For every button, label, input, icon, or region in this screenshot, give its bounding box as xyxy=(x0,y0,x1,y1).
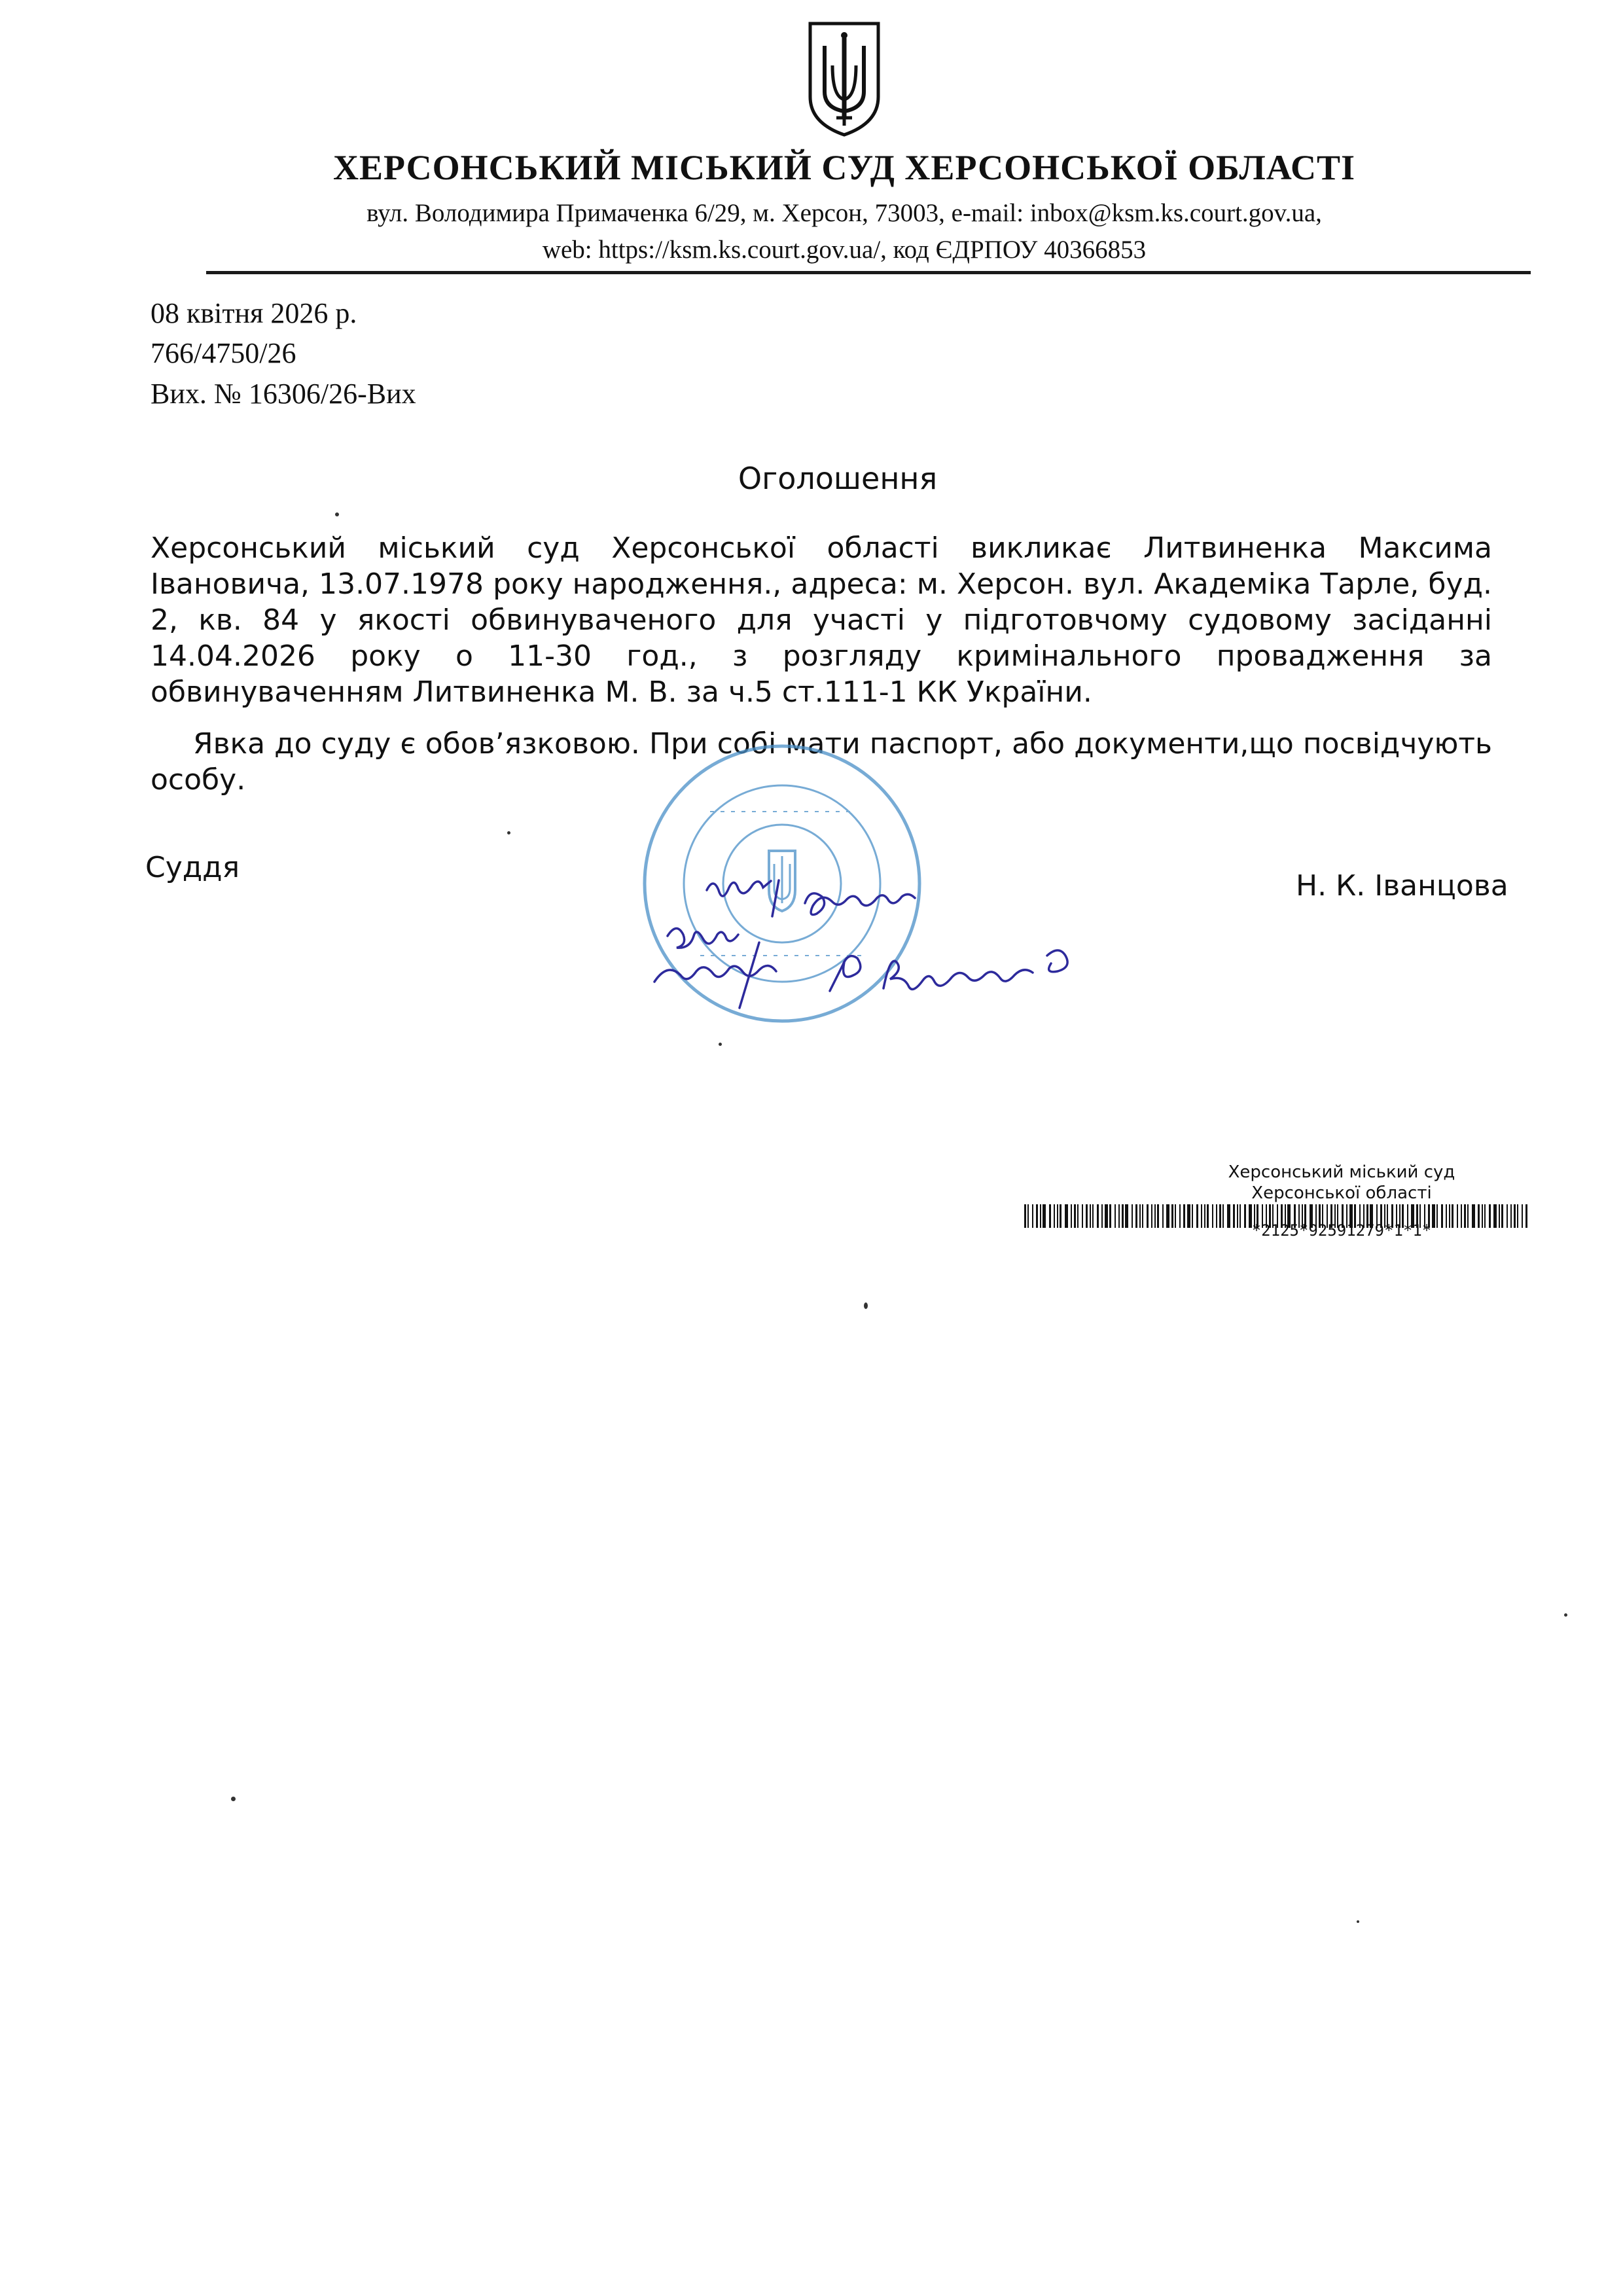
barcode-bar xyxy=(1101,1204,1103,1228)
barcode-bar xyxy=(1105,1204,1108,1228)
barcode-bar xyxy=(1043,1204,1046,1228)
barcode-bar xyxy=(1097,1204,1099,1228)
scan-speck xyxy=(231,1797,236,1801)
barcode-bar xyxy=(1090,1204,1091,1228)
barcode-bar xyxy=(1109,1204,1111,1228)
header-divider xyxy=(206,271,1531,274)
barcode-bar xyxy=(1115,1204,1116,1228)
registration-court-line-2: Херсонської області xyxy=(1251,1183,1432,1203)
barcode-bar xyxy=(1118,1204,1120,1228)
barcode-bar xyxy=(1071,1204,1072,1228)
handwritten-signature xyxy=(648,864,1119,1034)
barcode-bar xyxy=(1060,1204,1061,1228)
barcode-bar xyxy=(1040,1204,1041,1228)
barcode-bar xyxy=(1132,1204,1133,1228)
scan-speck xyxy=(719,1043,722,1046)
scan-speck xyxy=(864,1302,868,1309)
barcode-bar xyxy=(1057,1204,1058,1228)
signer-name: Н. К. Іванцова xyxy=(1296,869,1508,903)
barcode-bar xyxy=(1036,1204,1038,1228)
registration-court-line-1: Херсонський міський суд xyxy=(1228,1162,1455,1182)
barcode-bar xyxy=(1024,1204,1026,1228)
barcode-bar xyxy=(1125,1204,1128,1228)
barcode-bar xyxy=(1032,1204,1033,1228)
barcode-bar xyxy=(1065,1204,1068,1228)
address-line-1: вул. Володимира Примаченка 6/29, м. Херсон, 73003, e-mail: inbox@ksm.ks.court.gov.ua, xyxy=(366,199,1322,227)
attendance-paragraph: Явка до суду є обов’язковою. При собі мати паспорт, або документи,що посвідчують особу. xyxy=(151,727,1492,797)
summons-paragraph: Херсонський міський суд Херсонської області викликає Литвиненка Максима Івановича, 13.07.1978 року народження., адреса: м. Херсон. вул. Академіка Тарле, буд. 2, кв. 84 у якості обвинуваченого для участі у підготовчому судовому засіданні 14.04.2026 року о 11-30 год., з розгляду кримінального провадження за обвинуваченням Литвиненка М. В. за ч.5 ст.111-1 КК України. xyxy=(151,531,1492,709)
document-date: 08 квітня 2026 р. xyxy=(151,297,357,329)
barcode-bar xyxy=(1054,1204,1055,1228)
case-number: 766/4750/26 xyxy=(151,337,296,369)
coat-of-arms-icon xyxy=(805,20,883,137)
court-address xyxy=(105,195,1584,268)
court-name: ХЕРСОНСЬКИЙ МІСЬКИЙ СУД ХЕРСОНСЬКОЇ ОБЛАСТІ xyxy=(332,148,1356,187)
signer-role: Суддя xyxy=(145,851,240,884)
scan-speck xyxy=(1564,1613,1567,1617)
barcode-bar xyxy=(1135,1204,1137,1228)
barcode-bar xyxy=(1082,1204,1083,1228)
address-line-2: web: https://ksm.ks.court.gov.ua/, код ЄДРПОУ 40366853 xyxy=(542,236,1147,264)
document-title: Оголошення xyxy=(738,461,938,496)
scan-speck xyxy=(335,512,339,516)
registration-code: *2125*92591279*1*1* xyxy=(1251,1221,1432,1240)
barcode-bar xyxy=(1122,1204,1124,1228)
scan-speck xyxy=(1357,1920,1359,1923)
barcode-bar xyxy=(1092,1204,1094,1228)
barcode-bar xyxy=(1049,1204,1051,1228)
barcode-bar xyxy=(1077,1204,1079,1228)
scan-speck xyxy=(507,831,510,834)
barcode-bar xyxy=(1027,1204,1029,1228)
barcode-bar xyxy=(1086,1204,1088,1228)
outgoing-number: Вих. № 16306/26-Вих xyxy=(151,378,416,410)
registration-court xyxy=(1139,1162,1544,1204)
barcode-bar xyxy=(1074,1204,1076,1228)
